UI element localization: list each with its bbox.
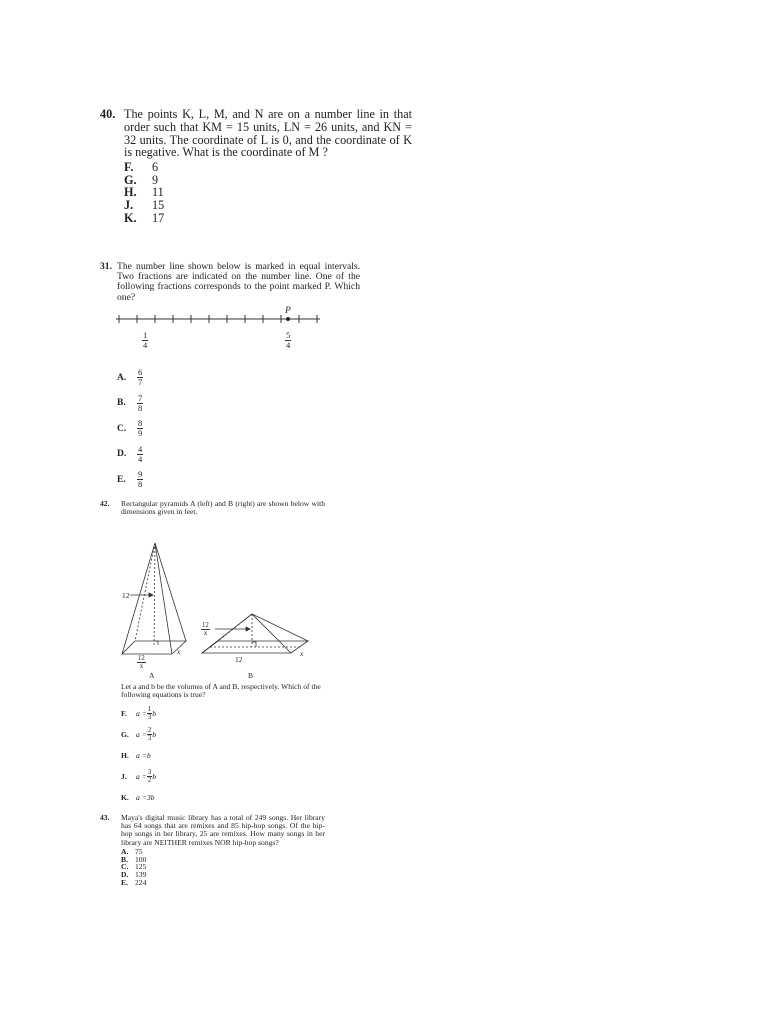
denominator: 3 xyxy=(147,735,152,743)
denominator: 3 xyxy=(147,714,152,722)
problem-number: 31. xyxy=(100,261,112,272)
choice-letter: H. xyxy=(121,751,129,761)
fraction-label-left xyxy=(142,331,148,350)
arrow-head xyxy=(246,627,250,631)
choice-value: 15 xyxy=(152,197,165,212)
choice-fraction xyxy=(137,470,143,489)
choice-letter: G. xyxy=(121,730,129,740)
numerator: 1 xyxy=(147,706,152,714)
choice-fraction xyxy=(137,394,143,413)
fraction-label-right xyxy=(285,331,291,350)
choice-letter: E. xyxy=(117,474,126,485)
choice-suffix: b xyxy=(152,709,157,719)
choice-letter: H. xyxy=(124,185,137,200)
problem-40 xyxy=(100,108,412,224)
pyramid-b-edge xyxy=(252,614,308,641)
answer-choices xyxy=(121,848,325,887)
answer-choice xyxy=(121,787,325,808)
choice-prefix: a = xyxy=(136,730,147,740)
question-text: Maya's digital music library has a total of 249 songs. Her library has 64 songs that are remixes and 85 hip-hop songs. Of the hip-hop songs in her library, 25 are remixes. How many songs in her library are NEITHER remixes NOR hip-hop songs? xyxy=(121,813,325,847)
answer-choice xyxy=(124,212,412,225)
pyramid-a-hidden-edge xyxy=(135,543,155,641)
choice-letter: K. xyxy=(124,210,137,225)
answer-choice xyxy=(121,856,325,864)
denominator: 8 xyxy=(138,402,143,413)
problem-number: 42. xyxy=(100,499,110,508)
height-b-fraction xyxy=(201,622,210,637)
choice-prefix: a = xyxy=(136,709,147,719)
numerator: 3 xyxy=(147,769,152,777)
answer-choice xyxy=(121,879,325,887)
pyramid-a xyxy=(122,543,186,654)
answer-choices xyxy=(121,703,325,808)
answer-choice xyxy=(121,848,325,856)
pyramids-figure xyxy=(100,521,330,671)
choice-value: 6 xyxy=(152,160,159,175)
question-text: The number line shown below is marked in equal intervals. Two fractions are indicated on the number line. One of the following fractions corresponds to the point marked P. Which one? xyxy=(117,261,360,303)
pyramid-a-height xyxy=(154,543,155,647)
choice-value: 17 xyxy=(152,210,165,225)
choice-prefix: a = xyxy=(136,793,147,803)
problem-31-stem xyxy=(100,262,360,303)
denominator: x xyxy=(139,662,144,670)
choice-letter: F. xyxy=(121,709,127,719)
choice-suffix: 3b xyxy=(146,793,155,803)
answer-choice xyxy=(117,365,360,391)
number-line xyxy=(114,307,334,331)
answer-choice xyxy=(121,871,325,879)
right-angle-mark xyxy=(154,641,158,645)
answer-choice xyxy=(121,766,325,787)
numerator: 12 xyxy=(138,654,145,662)
choice-letter: C. xyxy=(121,862,129,872)
choice-prefix: a = xyxy=(136,751,147,761)
choice-letter: B. xyxy=(117,398,126,409)
numerator: 8 xyxy=(138,418,143,429)
choice-fraction xyxy=(137,419,143,438)
numerator: 5 xyxy=(286,329,291,340)
answer-choice xyxy=(121,863,325,871)
question-text-2: Let a and b be the volumes of A and B, respectively. Which of the following equations is true? xyxy=(121,681,321,699)
choice-suffix: b xyxy=(152,772,157,782)
denominator: 4 xyxy=(138,453,143,464)
pyramid-a-label: A xyxy=(149,670,155,680)
choice-letter: D. xyxy=(117,449,127,460)
pyramid-a-edge xyxy=(155,543,172,654)
answer-choice xyxy=(117,467,360,493)
base-a-label xyxy=(137,655,146,670)
side-b-label: x xyxy=(300,648,304,658)
question-text: Rectangular pyramids A (left) and B (right) are shown below with dimensions given in feet. xyxy=(121,499,325,517)
pyramid-a-edge xyxy=(155,543,186,641)
answer-choice xyxy=(117,416,360,442)
choice-value: 224 xyxy=(135,877,147,887)
choice-value: 125 xyxy=(135,862,147,872)
choice-letter: F. xyxy=(124,160,134,175)
answer-choice xyxy=(117,441,360,467)
choice-letter: J. xyxy=(124,197,134,212)
choice-letter: E. xyxy=(121,877,128,887)
choice-letter: K. xyxy=(121,793,129,803)
choice-letter: A. xyxy=(117,372,127,383)
problem-31 xyxy=(100,262,360,492)
answer-choice xyxy=(121,724,325,745)
base-a-fraction xyxy=(137,655,146,670)
answer-choice xyxy=(124,199,412,212)
denominator: 8 xyxy=(138,479,143,490)
number-line-figure xyxy=(114,307,334,359)
denominator: 4 xyxy=(286,339,291,350)
problem-43 xyxy=(100,814,325,886)
answer-choice xyxy=(117,390,360,416)
choice-letter: G. xyxy=(124,172,137,187)
denominator: 7 xyxy=(138,377,143,388)
point-p-label: P xyxy=(285,305,291,316)
choice-letter: D. xyxy=(121,869,129,879)
problem-42 xyxy=(100,500,325,808)
choice-value: 100 xyxy=(135,854,147,864)
problem-43-stem xyxy=(100,814,325,847)
right-angle-mark xyxy=(252,642,256,647)
choice-letter: A. xyxy=(121,846,129,856)
problem-number: 43. xyxy=(100,813,110,822)
choice-suffix: b xyxy=(146,751,151,761)
choice-fraction xyxy=(137,445,143,464)
point-p-marker xyxy=(286,317,290,321)
choice-prefix: a = xyxy=(136,772,147,782)
choice-fraction xyxy=(137,368,143,387)
base-b-label: 12 xyxy=(235,654,243,664)
denominator: x xyxy=(203,629,208,637)
pyramids-diagram xyxy=(100,521,330,671)
side-a-label: x xyxy=(177,646,181,656)
choice-letter: C. xyxy=(117,423,127,434)
answer-choice xyxy=(121,703,325,724)
denominator: 9 xyxy=(138,428,143,439)
numerator: 7 xyxy=(138,392,143,403)
pyramid-b-label: B xyxy=(248,670,254,680)
height-b-label xyxy=(201,622,210,637)
numerator: 12 xyxy=(202,621,209,629)
height-a-label: 12 xyxy=(122,590,130,600)
numerator: 4 xyxy=(138,443,143,454)
numerator: 2 xyxy=(147,727,152,735)
choice-value: 11 xyxy=(152,185,164,200)
choice-letter: J. xyxy=(121,772,127,782)
answer-choice xyxy=(124,186,412,199)
numerator: 1 xyxy=(143,329,148,340)
arrow-head xyxy=(149,593,153,597)
choice-letter: B. xyxy=(121,854,128,864)
denominator: 4 xyxy=(143,339,148,350)
choice-suffix: b xyxy=(152,730,157,740)
answer-choice xyxy=(121,745,325,766)
pyramid-labels xyxy=(100,671,325,681)
answer-choices xyxy=(124,161,412,224)
problem-number: 40. xyxy=(100,107,116,121)
numerator: 9 xyxy=(138,469,143,480)
answer-choice xyxy=(124,161,412,174)
denominator: 2 xyxy=(147,777,152,785)
numerator: 6 xyxy=(138,367,143,378)
problem-40-stem xyxy=(100,108,412,159)
choice-value: 139 xyxy=(135,869,147,879)
problem-42-stem xyxy=(100,500,325,517)
choice-value: 9 xyxy=(152,172,159,187)
answer-choices xyxy=(117,365,360,493)
choice-value: 75 xyxy=(135,846,143,856)
pyramid-b xyxy=(202,614,308,653)
question-text: The points K, L, M, and N are on a number line in that order such that KM = 15 units, LN = 26 units, and KN = 32 units. The coordinate of L is 0, and the coordinate of K is negative. What is the coordinate of M ? xyxy=(124,107,412,160)
answer-choice xyxy=(124,174,412,187)
